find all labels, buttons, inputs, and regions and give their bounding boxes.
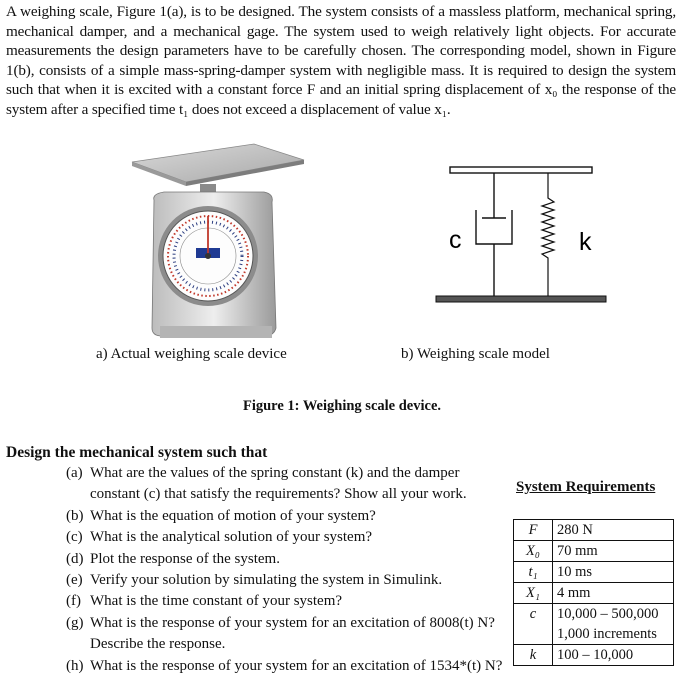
list-item: (e) Verify your solution by simulating the system in Simulink. — [66, 572, 443, 589]
caption-a: a) Actual weighing scale device — [96, 346, 287, 362]
table-row: F 280 N — [514, 520, 674, 541]
table-row: c 10,000 – 500,000 1,000 increments — [514, 604, 674, 645]
requirements-title: System Requirements — [516, 479, 656, 495]
table-row: t₁ 10 ms — [514, 562, 674, 583]
spring-damper-model — [434, 166, 608, 306]
list-item: (h) What is the response of your system for an excitation of 1534*(t) N? — [66, 657, 503, 674]
spring — [542, 173, 554, 296]
ground-base — [436, 296, 606, 302]
spring-label: k — [579, 228, 592, 256]
top-platform — [450, 167, 592, 173]
damper-label: c — [449, 226, 462, 254]
list-item: (b) What is the equation of motion of your system? — [66, 507, 376, 524]
table-row: X₀ 70 mm — [514, 541, 674, 562]
question-list — [66, 463, 506, 677]
caption-b: b) Weighing scale model — [401, 346, 550, 362]
list-item: (c) What is the analytical solution of your system? — [66, 529, 373, 546]
intro-paragraph: A weighing scale, Figure 1(a), is to be designed. The system consists of a massless platform, mechanical spring, mechanical damper, and a mechanical gage. The system used to weigh relatively light objects. For accurate measurements the design parameters have to be carefully chosen. The corresponding model, shown in Figure 1(b), consists of a simple mass-spring-damper system with negligible mass. It is required to design the system such that when it is excited with a constant force F and an initial spring displacement of x₀ the response of the system after a specified time t₁ does not exceed a displacement of value x₁. — [6, 3, 676, 118]
list-item: (f) What is the time constant of your system? — [66, 593, 343, 610]
list-item: (g) What is the response of your system for an excitation of 8008(t) N? Describe the response. — [66, 614, 495, 653]
list-item: (a) What are the values of the spring constant (k) and the damper constant (c) that satisfy the requirements? Show all your work. — [66, 465, 467, 503]
table-row: k 100 – 10,000 — [514, 645, 674, 666]
list-item: (d) Plot the response of the system. — [66, 550, 280, 567]
design-heading: Design the mechanical system such that — [6, 444, 268, 461]
requirements-table — [513, 519, 674, 666]
table-row: X₁ 4 mm — [514, 583, 674, 604]
figure-title: Figure 1: Weighing scale device. — [242, 398, 441, 414]
weighing-scale-image — [124, 140, 306, 345]
